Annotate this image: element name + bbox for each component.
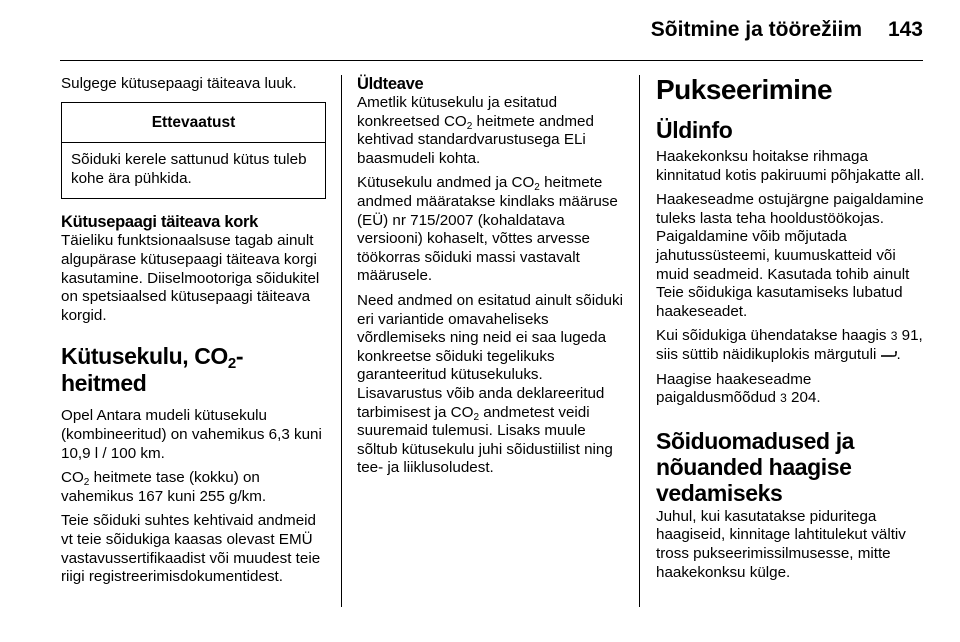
- column-2: [357, 75, 625, 484]
- reference-arrow-icon: 3: [890, 329, 898, 344]
- paragraph: Haakeseadme ostujärgne paigaldamine tuleks lasta teha hooldustöökojas. Paigaldamine võib mõjutada jahutussüsteemi, kuumuskatteid või muid seadmeid. Kasutada tohib ainult Teie sõidukiga kasutamiseks lubatud haakeseadet.: [656, 191, 924, 320]
- heading-consumption: Kütusekulu, $CO_2$-heitmed: [61, 343, 244, 397]
- heading-info: Üldinfo: [656, 117, 733, 143]
- paragraph: Täieliku funktsionaalsuse tagab ainult algupärase kütusepaagi täiteava korgi kasutamine. Diiselmootoriga sõidukitel on spetsiaalsed kütusepaagi täiteava korgid.: [61, 232, 320, 324]
- caution-text: Sõiduki kerele sattunud kütus tuleb kohe ära pühkida.: [71, 151, 307, 187]
- paragraph: Haagise haakeseadme paigaldusmõõdud 3 204.: [656, 370, 821, 407]
- column-1: [61, 75, 326, 593]
- paragraph: Need andmed on esitatud ainult sõiduki eri variantide omavaheliseks võrdlemiseks ning neid ei saa lugeda konkreetse sõiduki tegelikuks garanteeritud kütusekuluks.: [357, 291, 623, 384]
- paragraph: Opel Antara mudeli kütusekulu (kombineeritud) on vahemikus 6,3 kuni 10,9 l / 100 km.: [61, 407, 322, 462]
- running-title: Sõitmine ja töörežiim: [650, 18, 862, 41]
- paragraph: Kui sõidukiga ühendatakse haagis 3 91, siis süttib näidikuplokis märgutuli .: [656, 327, 923, 363]
- reference-arrow-icon: 3: [780, 391, 787, 406]
- paragraph: $CO_2$ heitmete tase (kokku) on vahemikus 167 kuni 255 g/km.: [61, 469, 267, 505]
- caution-title: Ettevaatust: [62, 103, 325, 144]
- heading-fuel-cap: Kütusepaagi täiteava kork: [61, 213, 258, 232]
- heading-towing: Pukseerimine: [656, 74, 833, 105]
- paragraph: Teie sõiduki suhtes kehtivaid andmeid vt teie sõidukiga kaasas olevast EMÜ vastavussertifikaadist või muudest teie riigi registreerimisdokumentidest.: [61, 512, 321, 586]
- heading-driving-tips: Sõiduomadused ja nõuanded haagise vedamiseks: [656, 427, 855, 506]
- column-divider-1: [341, 75, 342, 607]
- heading-general: Üldteave: [357, 75, 424, 93]
- paragraph: Lisavarustus võib anda deklareeritud tarbimisest ja $CO_2$ andmetest veidi suuremaid tulemusi. Lisaks muule sõltub kütusekulu juhi sõidustiilist ning tee- ja liiklusoludest.: [357, 384, 613, 477]
- column-3: [656, 75, 926, 588]
- paragraph: Kütusekulu andmed ja $CO_2$ heitmete andmed määratakse kindlaks määruse (EÜ) nr 715/2007 (kohaldatava versiooni) kohaselt, võttes arvesse töökorras sõiduki massi vastavalt määrusele.: [357, 174, 618, 285]
- paragraph: Juhul, kui kasutatakse piduritega haagiseid, kinnitage lahtitulekut vältiv tross pukseerimissilmusesse, mitte haakekonksu külge.: [656, 507, 906, 581]
- paragraph: Haakekonksu hoitakse rihmaga kinnitatud kotis pakiruumi põhjakatte all.: [656, 148, 925, 184]
- caution-box: [61, 102, 326, 200]
- column-divider-2: [639, 75, 640, 607]
- paragraph: Sulgege kütusepaagi täiteava luuk.: [61, 75, 297, 92]
- page-number: 143: [887, 18, 923, 41]
- header-rule: [60, 60, 923, 61]
- trailer-icon: [881, 350, 897, 360]
- page-header: [0, 0, 960, 60]
- paragraph: Ametlik kütusekulu ja esitatud konkreetsed $CO_2$ heitmete andmed kehtivad standardvarustusega ELi baasmudeli kohta.: [357, 94, 594, 167]
